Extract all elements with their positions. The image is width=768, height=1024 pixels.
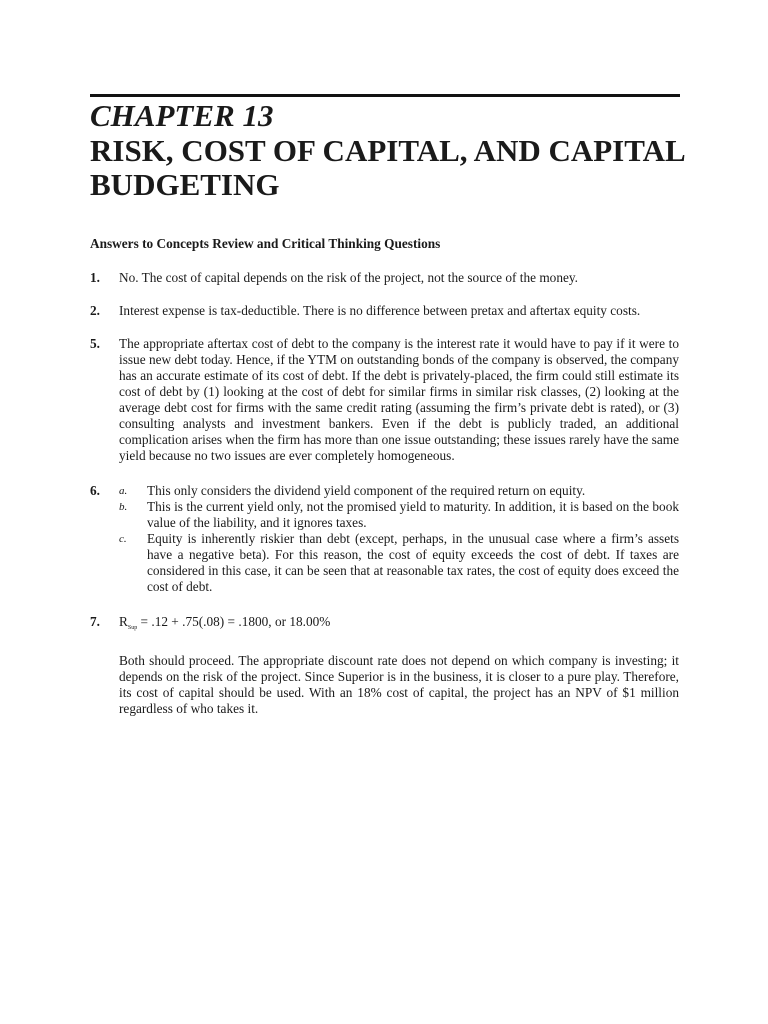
answer-5: [90, 336, 679, 464]
formula-symbol: R: [119, 614, 128, 629]
answer-1: [90, 270, 679, 286]
formula-line: [119, 614, 679, 636]
answer-6: [90, 483, 679, 595]
chapter-top-rule: [90, 94, 680, 97]
sub-text: This is the current yield only, not the promised yield to maturity. In addition, it is based on the book value of the liability, and it ignores taxes.: [147, 499, 679, 530]
sub-text: This only considers the dividend yield component of the required return on equity.: [147, 483, 586, 498]
answer-text: Both should proceed. The appropriate discount rate does not depend on which company is investing; it depends on the risk of the project. Since Superior is in the business, it is closer to a pure play. Therefore, its cost of capital should be used. With an 18% cost of capital, the project has an NPV of $1 million regardless of who takes it.: [119, 653, 679, 716]
chapter-title: RISK, COST OF CAPITAL, AND CAPITAL BUDGETING: [90, 133, 684, 202]
chapter-label: CHAPTER 13: [90, 98, 274, 133]
answer-text: The appropriate aftertax cost of debt to the company is the interest rate it would have to pay if it were to issue new debt today. Hence, if the YTM on outstanding bonds of the company is observed, the company has an accurate estimate of its cost of debt. If the debt is privately-placed, the firm could still estimate its cost of debt by (1) looking at the cost of debt for similar firms in similar risk classes, (2) looking at the average debt cost for firms with the same credit rating (assuming the firm’s private debt is rated), or (3) consulting analysts and investment bankers. Even if the debt is publicly traded, an additional complication arises when the firm has more than one issue outstanding; these issues rarely have the same yield because no two issues are ever completely homogeneous.: [119, 336, 679, 463]
sub-text: Equity is inherently riskier than debt (except, perhaps, in the unusual case where a firm’s assets have a negative beta). For this reason, the cost of equity exceeds the cost of debt. If taxes are considered in this case, it can be seen that at reasonable tax rates, the cost of equity does exceed the cost of debt.: [147, 531, 679, 594]
answer-number: 6.: [90, 483, 100, 498]
answer-number: 2.: [90, 303, 100, 318]
answer-6a: [119, 483, 679, 499]
section-heading: Answers to Concepts Review and Critical Thinking Questions: [90, 236, 441, 251]
answer-6b: [119, 499, 679, 531]
answer-text: No. The cost of capital depends on the risk of the project, not the source of the money.: [119, 270, 578, 285]
answer-number: 1.: [90, 270, 100, 285]
answer-6c: [119, 531, 679, 595]
formula-subscript: Sup: [127, 625, 138, 631]
answer-2: [90, 303, 679, 319]
answer-number: 7.: [90, 614, 100, 629]
sub-letter: c.: [119, 533, 127, 545]
answer-7: [90, 614, 679, 717]
answer-number: 5.: [90, 336, 100, 351]
formula-rest: = .12 + .75(.08) = .1800, or 18.00%: [137, 614, 331, 629]
sub-letter: b.: [119, 501, 128, 513]
answer-text: Interest expense is tax-deductible. There is no difference between pretax and aftertax equity costs.: [119, 303, 641, 318]
sub-letter: a.: [119, 485, 128, 497]
